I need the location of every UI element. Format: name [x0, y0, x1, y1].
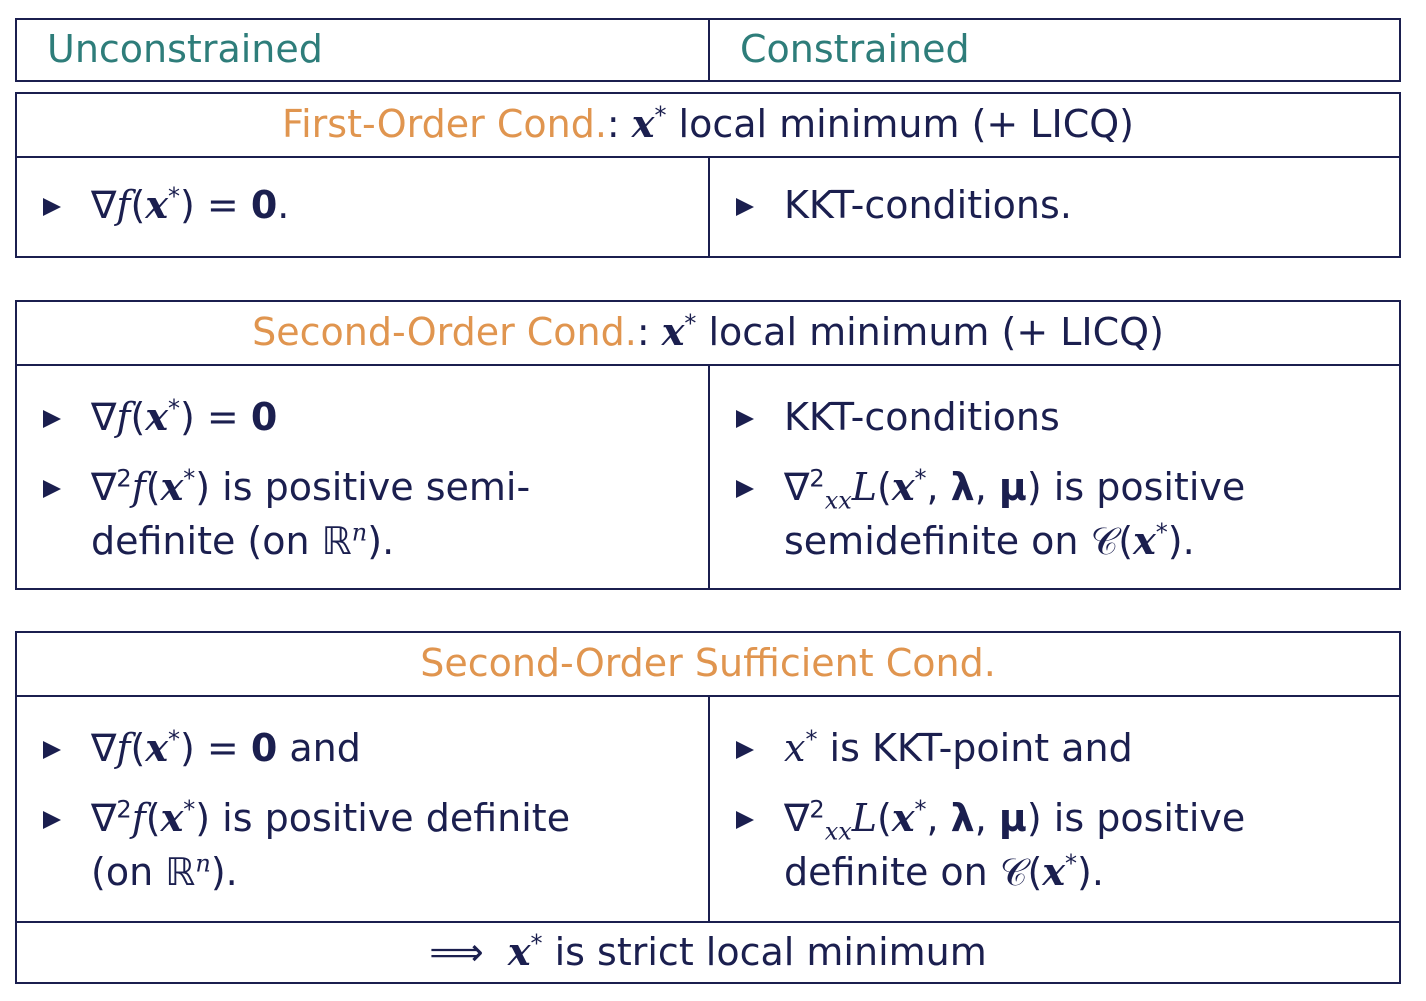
second-order-title-rest: : x* local minimum (+ LICQ)	[636, 309, 1164, 354]
constrained-header: Constrained	[740, 27, 970, 71]
constrained-header-cell	[710, 20, 1399, 80]
conclusion: ⟹ x* is strict local minimum	[429, 929, 987, 974]
first-order-heading	[17, 94, 1399, 156]
second-order-unconstrained-bullet-2: ∇$^2$f(x*) is positive semi- definite (on ℝ$^n$).	[17, 460, 708, 568]
sufficient-unconstrained-bullet-2: ∇$^2$f(x*) is positive definite (on ℝ$^n$).	[17, 791, 708, 899]
first-order-constrained-cell	[710, 158, 1399, 256]
first-order-unconstrained-bullet: ∇f(x*) = 0.	[17, 178, 708, 232]
second-order-constrained-bullet-2: ∇$^2_{xx}$L(x*, λ, μ) is positive semidefinite on 𝒞(x*).	[710, 460, 1399, 568]
sufficient-unconstrained-cell	[17, 697, 710, 921]
second-order-unconstrained-bullet-1: ∇f(x*) = 0	[17, 390, 708, 444]
second-order-sufficient-heading	[17, 633, 1399, 695]
second-order-table	[15, 300, 1401, 590]
second-order-sufficient-title: Second-Order Sufficient Cond.	[420, 641, 996, 685]
second-order-unconstrained-cell	[17, 366, 710, 588]
second-order-sufficient-table	[15, 631, 1401, 984]
second-order-constrained-bullet-1: KKT-conditions	[710, 390, 1399, 444]
first-order-table	[15, 92, 1401, 258]
first-order-constrained-bullet: KKT-conditions.	[710, 178, 1399, 232]
sufficient-unconstrained-bullet-1: ∇f(x*) = 0 and	[17, 721, 708, 775]
sufficient-constrained-bullet-2: ∇$^2_{xx}$L(x*, λ, μ) is positive definite on 𝒞(x*).	[710, 791, 1399, 899]
unconstrained-header: Unconstrained	[47, 27, 323, 71]
sufficient-constrained-cell	[710, 697, 1399, 921]
header-table	[15, 18, 1401, 82]
second-order-title: Second-Order Cond.	[252, 310, 637, 354]
first-order-title: First-Order Cond.	[282, 102, 607, 146]
second-order-constrained-cell	[710, 366, 1399, 588]
second-order-heading	[17, 302, 1399, 364]
first-order-unconstrained-cell	[17, 158, 710, 256]
unconstrained-header-cell	[17, 20, 710, 80]
first-order-title-rest: : x* local minimum (+ LICQ)	[606, 101, 1134, 146]
sufficient-constrained-bullet-1: x* is KKT-point and	[710, 721, 1399, 775]
